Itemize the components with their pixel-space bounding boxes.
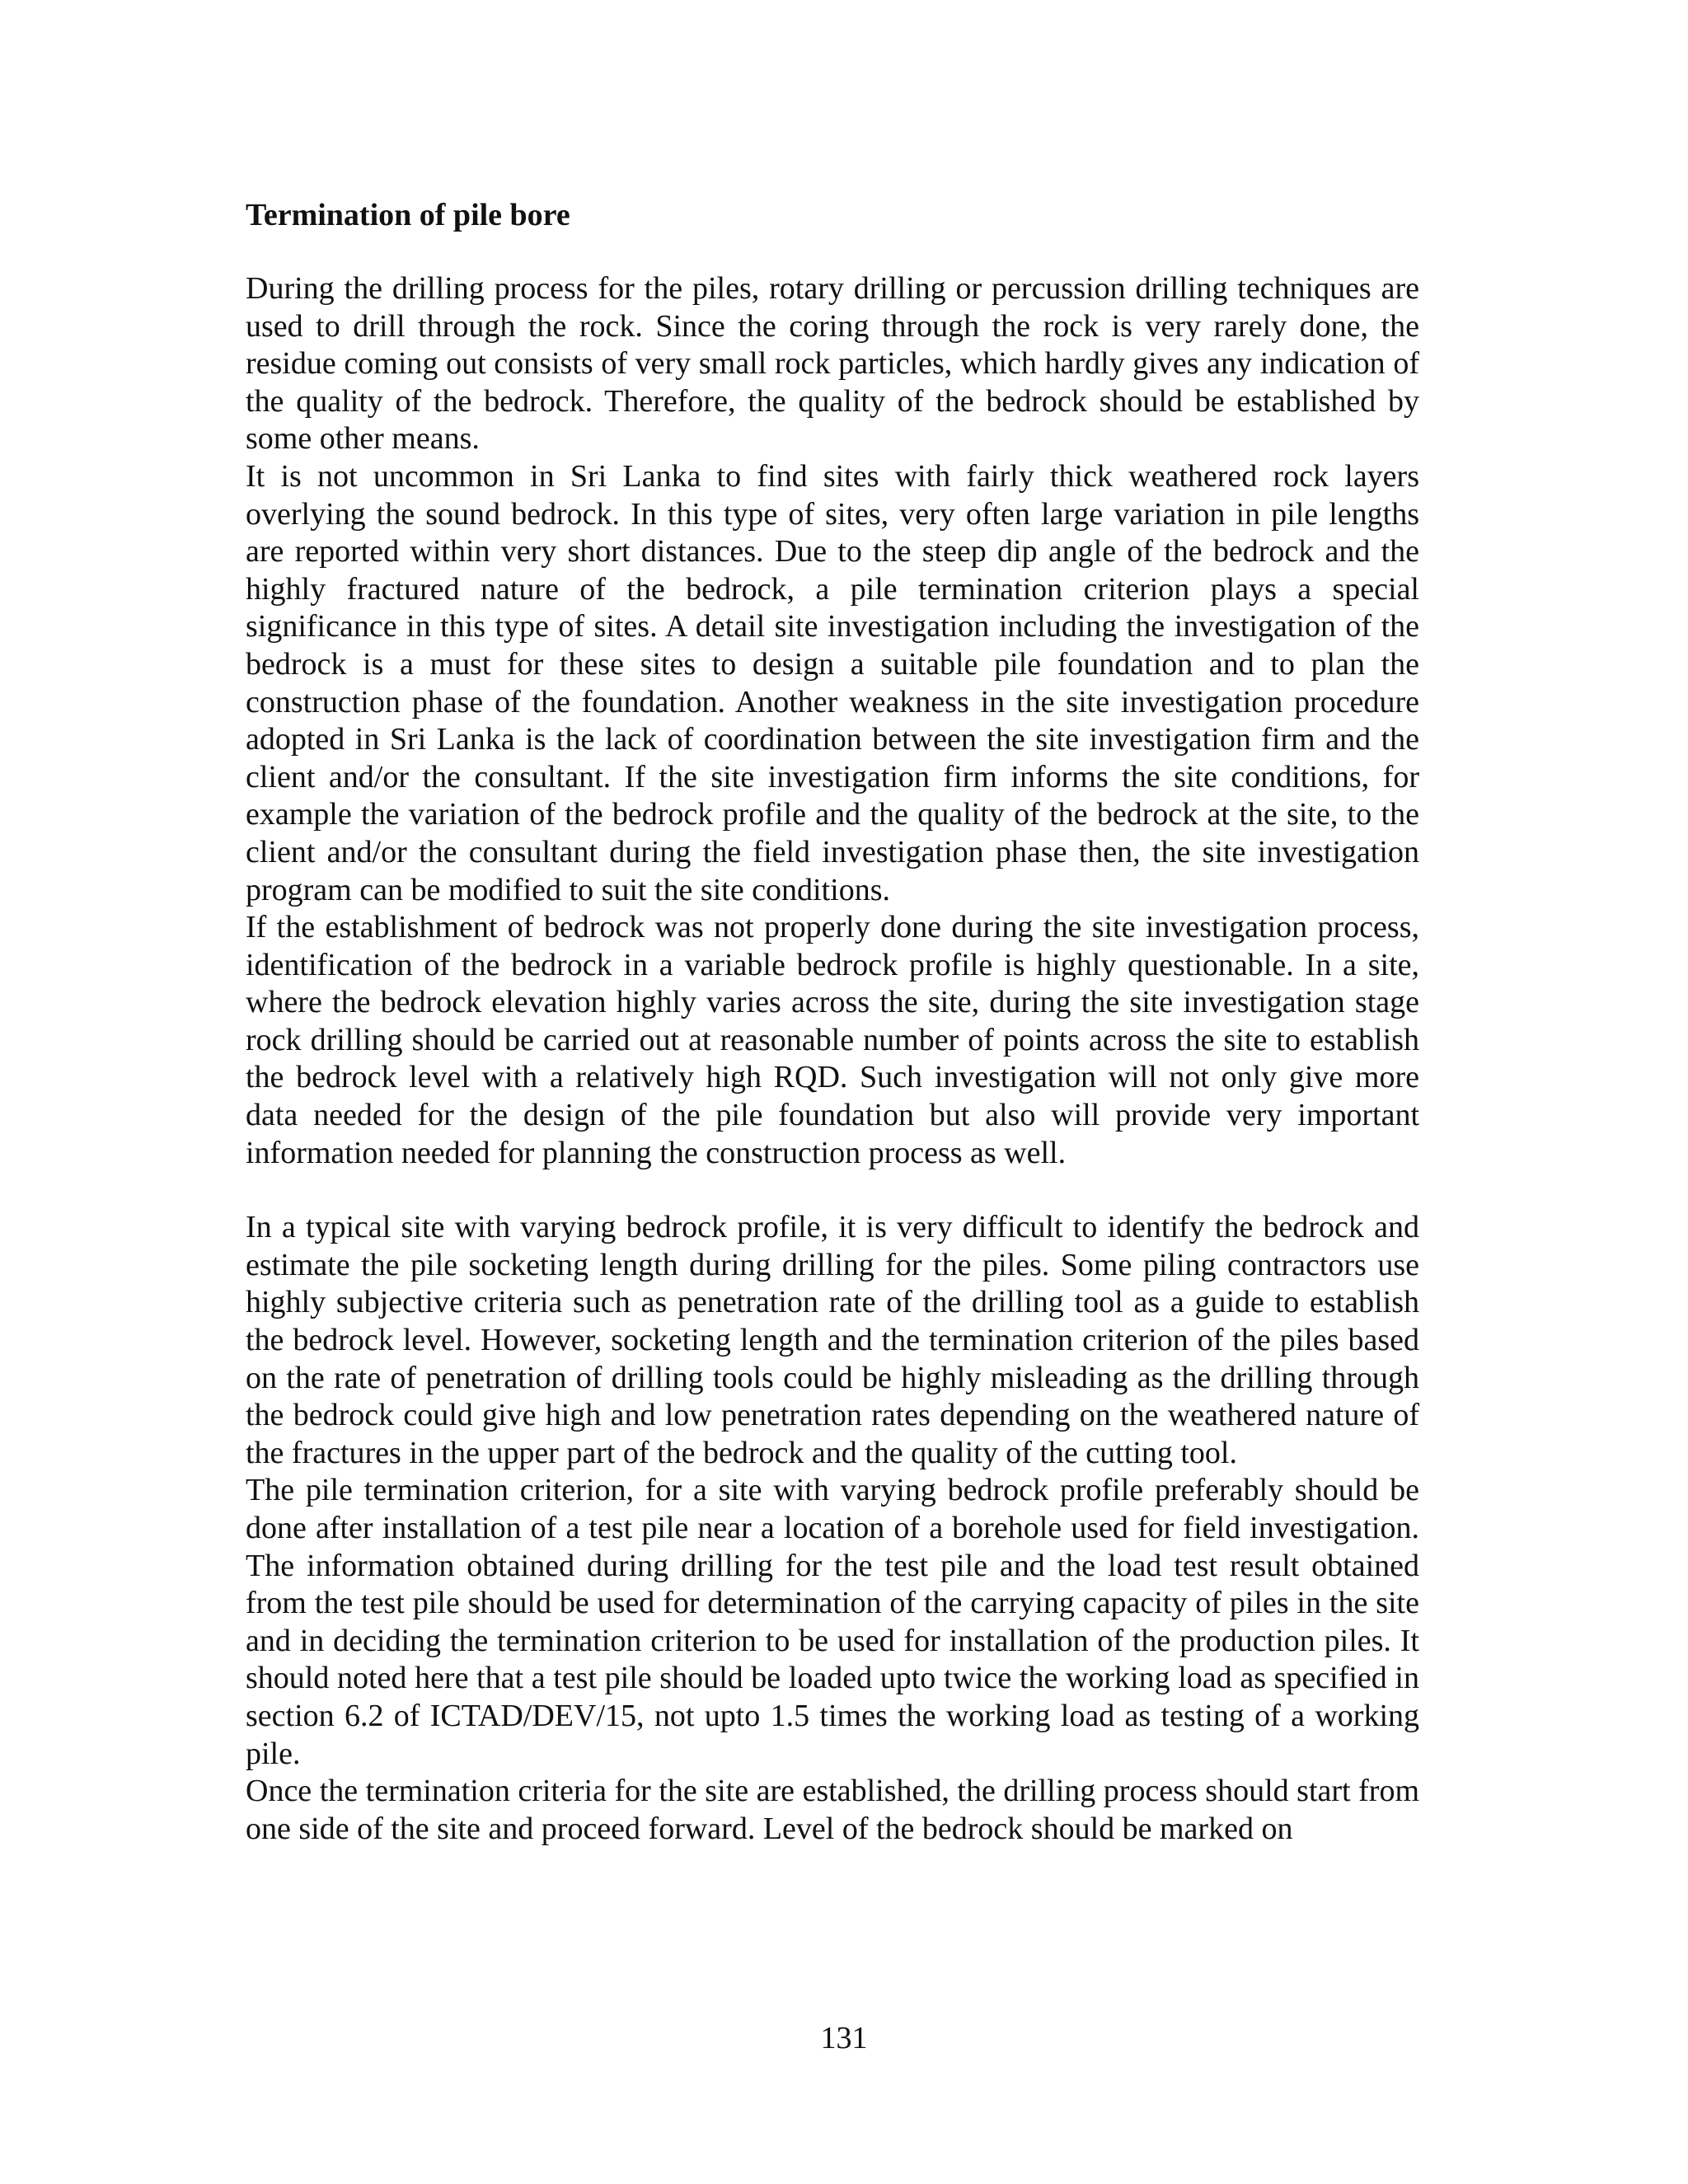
document-page (246, 196, 1419, 1848)
page-number: 131 (820, 2021, 868, 2055)
paragraph-varying-profile: In a typical site with varying bedrock profile, it is very difficult to identify the bedrock and estimate the pile socketing length during drilling for the piles. Some piling contractors use highly subjective criteria such as penetration rate of the drilling tool as a guide to establish the bedrock level. However, socketing length and the termination criterion of the piles based on the rate of penetration of drilling tools could be highly misleading as the drilling through the bedrock could give high and low penetration rates depending on the weathered nature of the fractures in the upper part of the bedrock and the quality of the cutting tool. (246, 1210, 1419, 1470)
paragraph-drilling-process: During the drilling process for the piles, rotary drilling or percussion drilling techniques are used to drill through the rock. Since the coring through the rock is very rarely done, the residue coming out consists of very small rock particles, which hardly gives any indication of the quality of the bedrock. Therefore, the quality of the bedrock should be established by some other means. (246, 271, 1419, 457)
paragraph-termination-criterion: The pile termination criterion, for a site with varying bedrock profile preferably should be done after installation of a test pile near a location of a borehole used for field investigation. The information obtained during drilling for the test pile and the load test result obtained from the test pile should be used for determination of the carrying capacity of piles in the site and in deciding the termination criterion to be used for installation of the production piles. It should noted here that a test pile should be loaded upto twice the working load as specified in section 6.2 of ICTAD/DEV/15, not upto 1.5 times the working load as testing of a working pile. (246, 1473, 1419, 1771)
section-heading: Termination of pile bore (246, 198, 570, 232)
paragraph-bedrock-establishment: If the establishment of bedrock was not properly done during the site investigation process, identification of the bedrock in a variable bedrock profile is highly questionable. In a site, where the bedrock elevation highly varies across the site, during the site investigation stage rock drilling should be carried out at reasonable number of points across the site to establish the bedrock level with a relatively high RQD. Such investigation will not only give more data needed for the design of the pile foundation but also will provide very important information needed for planning the construction process as well. (246, 910, 1419, 1170)
paragraph-weathered-rock: It is not uncommon in Sri Lanka to find sites with fairly thick weathered rock layers overlying the sound bedrock. In this type of sites, very often large variation in pile lengths are reported within very short distances. Due to the steep dip angle of the bedrock and the highly fractured nature of the bedrock, a pile termination criterion plays a special significance in this type of sites. A detail site investigation including the investigation of the bedrock is a must for these sites to design a suitable pile foundation and to plan the construction phase of the foundation. Another weakness in the site investigation procedure adopted in Sri Lanka is the lack of coordination between the site investigation firm and the client and/or the consultant. If the site investigation firm informs the site conditions, for example the variation of the bedrock profile and the quality of the bedrock at the site, to the client and/or the consultant during the field investigation phase then, the site investigation program can be modified to suit the site conditions. (246, 458, 1419, 907)
paragraph-drilling-sequence: Once the termination criteria for the site are established, the drilling process should start from one side of the site and proceed forward. Level of the bedrock should be marked on (246, 1774, 1419, 1846)
